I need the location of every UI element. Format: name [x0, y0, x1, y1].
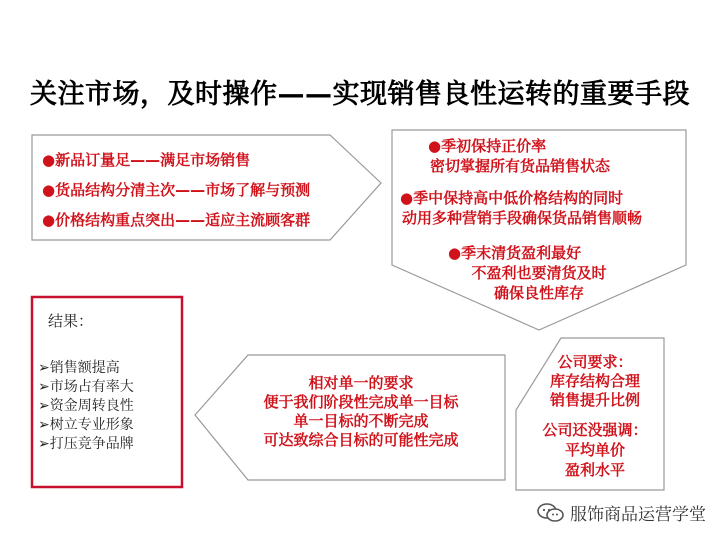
box3-heading-1: 公司要求： — [557, 353, 633, 371]
box2-group-3-line-2: 不盈利也要清货及时 — [471, 264, 607, 282]
arrow-marker-icon: ➢ — [38, 360, 50, 376]
arrow-marker-icon: ➢ — [38, 379, 50, 395]
wechat-icon — [536, 502, 566, 524]
result-item-3: ➢资金周转良性 — [38, 398, 134, 414]
result-heading: 结果： — [48, 312, 94, 330]
page-title: 关注市场，及时操作——实现销售良性运转的重要手段 — [30, 79, 690, 110]
bullet-icon: ● — [42, 211, 56, 229]
box1-item-3: ●价格结构重点突出——适应主流顾客群 — [42, 211, 311, 229]
box4-line-1: 相对单一的要求 — [308, 374, 414, 392]
box1-item-2: ●货品结构分清主次——市场了解与预测 — [42, 181, 311, 199]
watermark — [536, 500, 706, 525]
box2-group-2-line-1: ●季中保持高中低价格结构的同时 — [400, 189, 624, 207]
result-item-1: ➢销售额提高 — [38, 360, 120, 376]
watermark-text: 服饰商品运营学堂 — [570, 505, 706, 525]
box2-group-3-line-3: 确保良性库存 — [493, 284, 584, 302]
arrow-marker-icon: ➢ — [38, 417, 50, 433]
box1-item-1: ●新品订量足——满足市场销售 — [42, 151, 251, 169]
result-item-5: ➢打压竞争品牌 — [38, 436, 134, 452]
box2-group-1-line-2: 密切掌握所有货品销售状态 — [430, 157, 611, 175]
box2-group-3-line-1: ●季末清货盈利最好 — [448, 244, 582, 262]
box3-line-3: 平均单价 — [564, 441, 625, 459]
bullet-icon: ● — [42, 151, 56, 169]
box2-group-1-line-1: ●季初保持正价率 — [428, 137, 547, 155]
box4-line-2: 便于我们阶段性完成单一目标 — [263, 393, 459, 411]
arrow-marker-icon: ➢ — [38, 398, 50, 414]
arrow-marker-icon: ➢ — [38, 436, 50, 452]
bullet-icon: ● — [42, 181, 56, 199]
box4-line-4: 可达致综合目标的可能性完成 — [263, 431, 459, 449]
box2-group-2-line-2: 动用多种营销手段确保货品销售顺畅 — [402, 209, 643, 227]
box4-line-3: 单一目标的不断完成 — [293, 412, 429, 430]
result-item-4: ➢树立专业形象 — [38, 417, 134, 433]
bullet-icon: ● — [448, 244, 462, 262]
bullet-icon: ● — [428, 137, 442, 155]
result-item-2: ➢市场占有率大 — [38, 379, 134, 395]
box3-heading-2: 公司还没强调： — [542, 421, 648, 439]
box3-line-2: 销售提升比例 — [549, 391, 640, 409]
bullet-icon: ● — [400, 189, 414, 207]
box3-line-4: 盈利水平 — [564, 461, 625, 479]
box3-line-1: 库存结构合理 — [549, 372, 640, 390]
